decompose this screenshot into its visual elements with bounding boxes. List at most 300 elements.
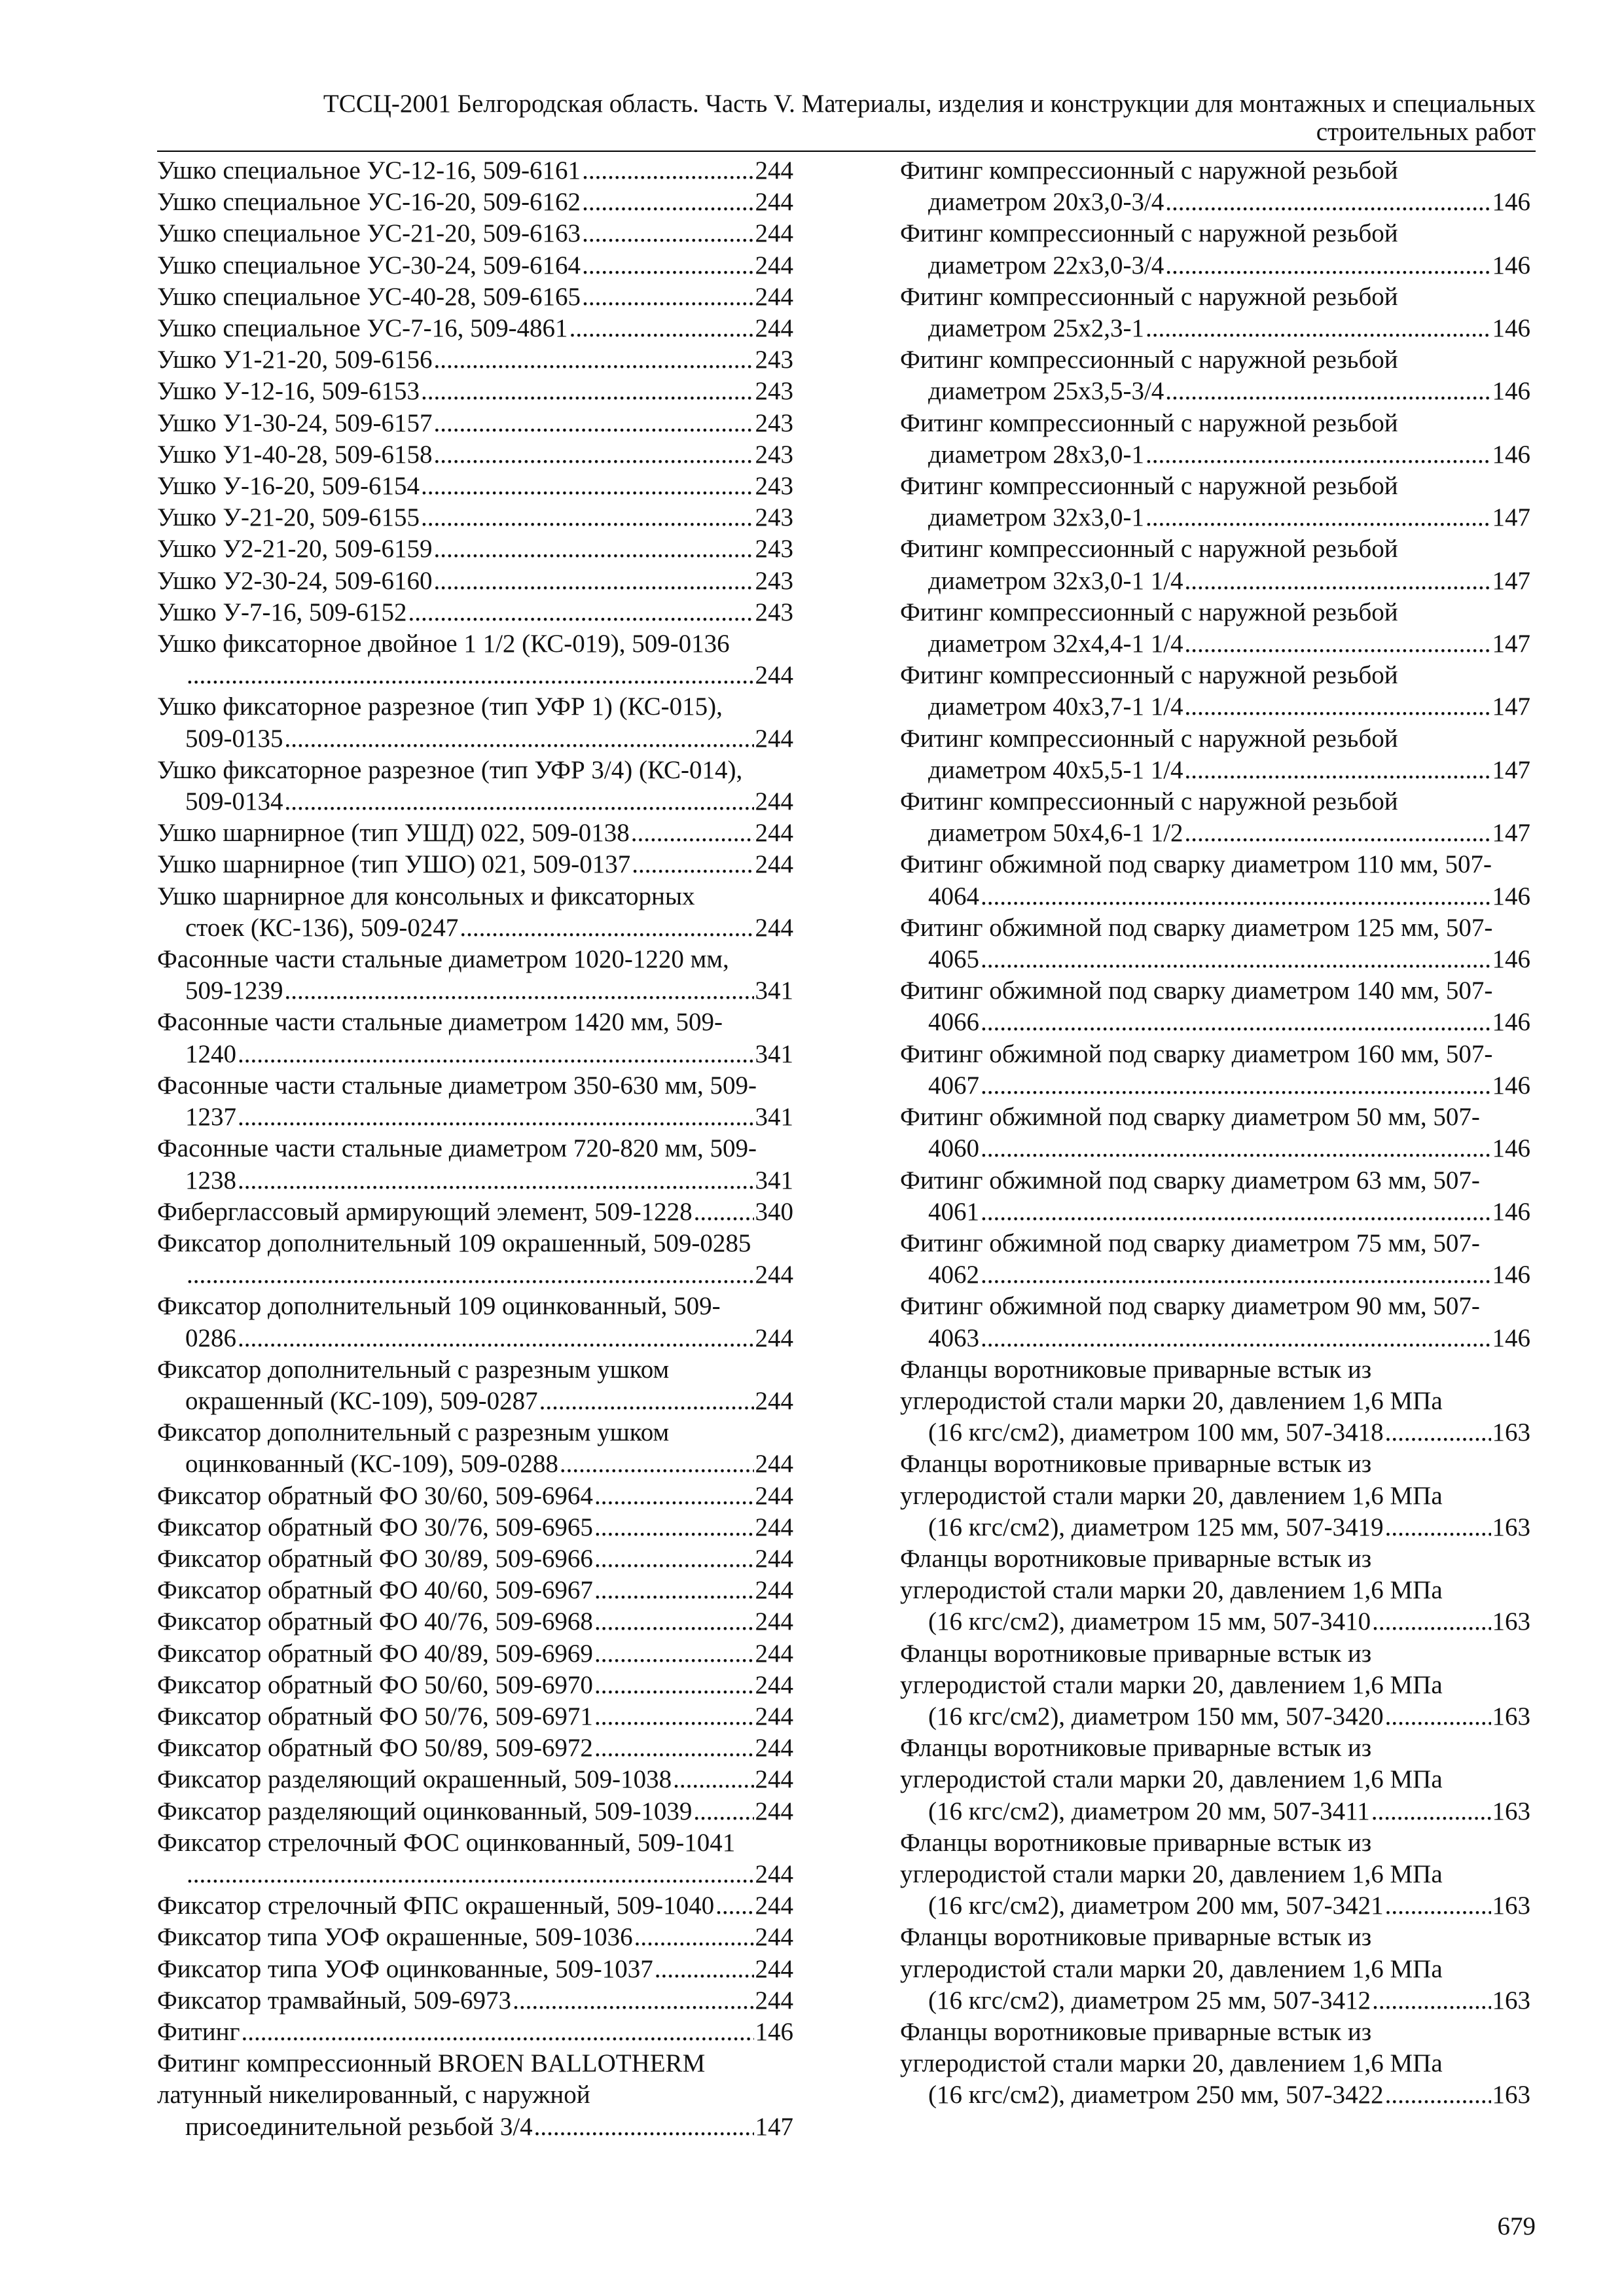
index-entry <box>157 1890 793 1922</box>
dot-leader <box>434 533 754 565</box>
index-entry <box>900 1638 1530 1733</box>
index-entry-final-line <box>900 1007 1530 1038</box>
index-entry-page-ref: 163 <box>1492 1513 1530 1541</box>
index-entry <box>900 533 1530 596</box>
dot-leader <box>434 408 754 439</box>
index-entry-text: Фиксатор стрелочный ФПС окрашенный, 509-1040 <box>157 1892 715 1920</box>
index-entry <box>157 597 793 628</box>
index-entry-text-line: Фланцы воротниковые приварные встык из <box>900 1544 1372 1573</box>
dot-leader <box>655 1954 754 1985</box>
index-entry <box>157 1827 793 1890</box>
index-entry-text: Фиксатор обратный ФО 50/76, 509-6971 <box>157 1702 593 1731</box>
dot-leader <box>1185 817 1491 849</box>
index-entry <box>900 218 1530 281</box>
index-entry-page-ref: 146 <box>1492 440 1530 469</box>
index-entry-page-ref: 341 <box>755 977 793 1005</box>
index-entry-page-ref: 146 <box>1492 251 1530 279</box>
index-entry-text-line: Фланцы воротниковые приварные встык из <box>900 1734 1372 1763</box>
index-entry-text-line: Фитинг компрессионный с наружной резьбой <box>900 661 1398 690</box>
index-entry-final-line <box>900 1259 1530 1291</box>
index-entry <box>157 1354 793 1417</box>
dot-leader <box>434 344 754 376</box>
index-entry <box>157 1764 793 1795</box>
index-entry-text: 509-0135 <box>185 724 283 753</box>
dot-leader <box>594 1543 754 1575</box>
index-entry-text-line: Фитинг компрессионный BROEN BALLOTHERM <box>157 2049 706 2078</box>
index-entry-text-line: Фитинг компрессионный с наружной резьбой <box>900 282 1398 311</box>
index-entry-text-line: Ушко фиксаторное двойное 1 1/2 (КС-019), 509-0136 <box>157 630 730 658</box>
index-entry-page-ref: 146 <box>1492 1323 1530 1352</box>
index-entry-final-line <box>157 313 793 344</box>
index-entry-text: 4060 <box>928 1134 979 1163</box>
index-entry-page-ref: 244 <box>755 1450 793 1479</box>
index-entry-page-ref: 341 <box>755 1103 793 1132</box>
index-entry-text: (16 кгс/см2), диаметром 15 мм, 507-3410 <box>928 1607 1371 1636</box>
index-entry-page-ref: 244 <box>755 913 793 942</box>
index-entry-text-line: углеродистой стали марки 20, давлением 1,6 МПа <box>900 2049 1443 2078</box>
index-entry-text-line: Ушко фиксаторное разрезное (тип УФР 3/4) (КС-014), <box>157 755 743 784</box>
index-entry-text-line: Фитинг обжимной под сварку диаметром 63 мм, 507- <box>900 1166 1480 1194</box>
index-entry-page-ref: 244 <box>755 1323 793 1352</box>
index-entry-text: Ушко специальное УС-40-28, 509-6165 <box>157 282 581 311</box>
dot-leader <box>421 376 753 407</box>
dot-leader <box>1185 691 1491 723</box>
index-entry-page-ref: 244 <box>755 1892 793 1920</box>
index-entry-text: (16 кгс/см2), диаметром 100 мм, 507-3418 <box>928 1418 1384 1447</box>
index-entry-page-ref: 244 <box>755 1923 793 1952</box>
dot-leader <box>631 817 754 849</box>
page-number: 679 <box>1497 2212 1536 2240</box>
index-entry <box>157 1480 793 1512</box>
index-entry-text: 4062 <box>928 1261 979 1289</box>
index-entry-final-line <box>900 313 1530 344</box>
index-entry-page-ref: 244 <box>755 1797 793 1825</box>
dot-leader <box>241 2017 753 2048</box>
index-entry-page-ref: 243 <box>755 566 793 595</box>
dot-leader <box>582 155 753 187</box>
index-entry-text: 4064 <box>928 882 979 910</box>
index-entry-page-ref: 163 <box>1492 1797 1530 1825</box>
index-entry-text-line: углеродистой стали марки 20, давлением 1,6 МПа <box>900 1576 1443 1605</box>
index-entry-final-line <box>157 849 793 880</box>
index-entry-final-line <box>157 250 793 281</box>
index-entry-text: Ушко У1-30-24, 509-6157 <box>157 408 433 437</box>
index-entry-final-line <box>157 471 793 502</box>
index-entry-text-line: Фасонные части стальные диаметром 1420 мм, 509- <box>157 1008 723 1037</box>
index-entry-text: диаметром 20х3,0-3/4 <box>928 188 1164 217</box>
dot-leader <box>408 597 754 628</box>
index-entry <box>900 1039 1530 1102</box>
index-entry-text: Ушко специальное УС-16-20, 509-6162 <box>157 188 581 217</box>
index-entry-text-line: Фитинг обжимной под сварку диаметром 90 мм, 507- <box>900 1292 1480 1321</box>
index-entry-text: Ушко У-21-20, 509-6155 <box>157 503 420 532</box>
index-entry-page-ref: 146 <box>1492 882 1530 910</box>
index-entry-text-line: углеродистой стали марки 20, давлением 1,6 МПа <box>900 1954 1443 1983</box>
index-entry-final-line <box>157 660 793 691</box>
index-entry <box>900 1543 1530 1638</box>
index-entry-text-line: Фитинг компрессионный с наружной резьбой <box>900 598 1398 626</box>
dot-leader <box>981 881 1491 912</box>
index-entry-final-line <box>157 502 793 533</box>
index-entry <box>157 376 793 407</box>
index-entry-final-line <box>157 344 793 376</box>
index-entry-text-line: Фитинг обжимной под сварку диаметром 140 мм, 507- <box>900 977 1493 1005</box>
index-entry-text: Ушко специальное УС-30-24, 509-6164 <box>157 251 581 279</box>
index-entry-final-line <box>900 250 1530 281</box>
index-entry-text-line: Фитинг обжимной под сварку диаметром 160 мм, 507- <box>900 1039 1493 1068</box>
index-entry-final-line <box>157 376 793 407</box>
index-entry-page-ref: 147 <box>755 2112 793 2141</box>
index-entry-page-ref: 244 <box>755 1670 793 1699</box>
dot-leader <box>1372 1985 1490 2017</box>
index-entry-page-ref: 146 <box>1492 377 1530 406</box>
dot-leader <box>285 975 754 1007</box>
index-entry-final-line <box>157 187 793 218</box>
index-entry-text-line: Фитинг компрессионный с наружной резьбой <box>900 408 1398 437</box>
index-entry-page-ref: 163 <box>1492 2081 1530 2109</box>
index-entry-text-line: Фитинг обжимной под сварку диаметром 75 мм, 507- <box>900 1229 1480 1257</box>
index-entry-final-line <box>157 218 793 249</box>
index-entry-page-ref: 244 <box>755 1544 793 1573</box>
index-entry-final-line <box>900 502 1530 533</box>
index-entry-text: Ушко У1-40-28, 509-6158 <box>157 440 433 469</box>
index-entry-text: диаметром 28х3,0-1 <box>928 440 1144 469</box>
dot-leader <box>715 1890 753 1922</box>
index-entry-page-ref: 243 <box>755 535 793 564</box>
index-entry-text: Ушко У-7-16, 509-6152 <box>157 598 407 626</box>
index-entry <box>900 1228 1530 1291</box>
index-entry-text: Ушко У2-21-20, 509-6159 <box>157 535 433 564</box>
index-entry-final-line <box>900 1512 1530 1543</box>
dot-leader <box>434 439 754 471</box>
index-column-right <box>900 155 1530 2111</box>
index-entry-text: диаметром 22х3,0-3/4 <box>928 251 1164 279</box>
index-entry <box>157 1985 793 2017</box>
index-entry <box>900 975 1530 1038</box>
index-entry-text: 4063 <box>928 1323 979 1352</box>
index-entry <box>900 2017 1530 2111</box>
index-entry <box>900 660 1530 723</box>
index-entry-text-line: Фиксатор дополнительный 109 оцинкованный, 509- <box>157 1292 721 1321</box>
index-entry-final-line <box>900 817 1530 849</box>
dot-leader <box>1146 502 1491 533</box>
index-entry-text-line: углеродистой стали марки 20, давлением 1,6 МПа <box>900 1481 1443 1510</box>
dot-leader <box>1385 1512 1491 1543</box>
index-entry-page-ref: 147 <box>1492 566 1530 595</box>
index-entry-text: Ушко У1-21-20, 509-6156 <box>157 346 433 374</box>
index-entry-final-line <box>157 786 793 817</box>
index-entry-text: (16 кгс/см2), диаметром 20 мм, 507-3411 <box>928 1797 1370 1825</box>
index-entry-text: присоединительной резьбой 3/4 <box>185 2112 533 2141</box>
index-entry-page-ref: 147 <box>1492 630 1530 658</box>
dot-leader <box>981 1323 1491 1354</box>
index-entry <box>157 218 793 249</box>
index-entry-final-line <box>900 1196 1530 1228</box>
index-entry <box>157 1922 793 1953</box>
index-entry-text: Ушко специальное УС-7-16, 509-4861 <box>157 314 568 343</box>
dot-leader <box>594 1512 754 1543</box>
index-entry-text: 1240 <box>185 1039 236 1068</box>
index-entry-final-line <box>900 1796 1530 1827</box>
index-entry-final-line <box>157 1922 793 1953</box>
index-entry <box>157 313 793 344</box>
index-entry-text-line: углеродистой стали марки 20, давлением 1,6 МПа <box>900 1765 1443 1794</box>
index-entry-page-ref: 244 <box>755 1702 793 1731</box>
index-entry-page-ref: 244 <box>755 1261 793 1289</box>
index-entry-page-ref: 244 <box>755 724 793 753</box>
dot-leader <box>673 1764 753 1795</box>
index-entry <box>157 849 793 880</box>
index-entry-final-line <box>157 1386 793 1417</box>
index-entry-text-line: Фитинг компрессионный с наружной резьбой <box>900 787 1398 816</box>
index-entry-text: 1237 <box>185 1103 236 1132</box>
index-entry-text-line: Ушко фиксаторное разрезное (тип УФР 1) (КС-015), <box>157 692 723 721</box>
index-entry-page-ref: 243 <box>755 346 793 374</box>
index-entry-text: оцинкованный (КС-109), 509-0288 <box>185 1450 558 1479</box>
dot-leader <box>981 1007 1491 1038</box>
index-entry <box>157 1732 793 1764</box>
index-entry-final-line <box>157 597 793 628</box>
index-entry-text: 4061 <box>928 1197 979 1226</box>
index-entry <box>157 1512 793 1543</box>
index-entry-text: Ушко У-12-16, 509-6153 <box>157 377 420 406</box>
index-entry-final-line <box>157 439 793 471</box>
dot-leader <box>582 218 753 249</box>
index-entry-final-line <box>157 1670 793 1701</box>
running-header <box>157 88 1536 152</box>
index-entry-final-line <box>157 1701 793 1732</box>
index-entry <box>900 597 1530 660</box>
dot-leader <box>632 849 753 880</box>
index-entry-text-line: Фитинг компрессионный с наружной резьбой <box>900 346 1398 374</box>
index-entry-final-line <box>157 1890 793 1922</box>
dot-leader <box>513 1985 753 2017</box>
dot-leader <box>1165 376 1490 407</box>
index-entry <box>157 533 793 565</box>
index-entry <box>157 2017 793 2048</box>
index-entry-text: Фитинг <box>157 2017 240 2046</box>
dot-leader <box>187 1259 754 1291</box>
index-entry <box>900 1448 1530 1543</box>
index-entry <box>900 408 1530 471</box>
index-entry-final-line <box>900 1417 1530 1448</box>
index-entry-page-ref: 244 <box>755 1859 793 1888</box>
index-entry-final-line <box>900 1890 1530 1922</box>
dot-leader <box>1185 565 1491 597</box>
header-title-line-1: ТССЦ-2001 Белгородская область. Часть V. Материалы, изделия и конструкции для монтажных и специальных <box>323 90 1536 118</box>
index-entry-text-line: углеродистой стали марки 20, давлением 1,6 МПа <box>900 1670 1443 1699</box>
dot-leader <box>187 1859 754 1890</box>
index-entry-text-line: Фланцы воротниковые приварные встык из <box>900 1355 1372 1384</box>
index-entry <box>157 1543 793 1575</box>
index-entry <box>157 408 793 439</box>
index-entry <box>157 1670 793 1701</box>
index-entry-text: Ушко шарнирное (тип УШД) 022, 509-0138 <box>157 819 630 848</box>
index-entry-text: окрашенный (КС-109), 509-0287 <box>185 1386 538 1415</box>
index-entry-final-line <box>157 1512 793 1543</box>
index-entry <box>900 849 1530 912</box>
dot-leader <box>285 723 754 755</box>
index-entry-text: 0286 <box>185 1323 236 1352</box>
index-entry-page-ref: 244 <box>755 219 793 248</box>
index-entry <box>900 471 1530 533</box>
index-entry-final-line <box>157 1985 793 2017</box>
index-entry-text: диаметром 32х3,0-1 <box>928 503 1144 532</box>
index-entry-final-line <box>900 376 1530 407</box>
index-entry-page-ref: 163 <box>1492 1702 1530 1731</box>
index-entry-final-line <box>900 691 1530 723</box>
index-entry-page-ref: 244 <box>755 1734 793 1763</box>
index-entry <box>157 1133 793 1196</box>
dot-leader <box>693 1796 753 1827</box>
index-entry-text-line: Фланцы воротниковые приварные встык из <box>900 1639 1372 1668</box>
index-entry-page-ref: 163 <box>1492 1418 1530 1447</box>
index-entry-text: Фиксатор обратный ФО 40/76, 509-6968 <box>157 1607 593 1636</box>
index-entry-final-line <box>157 1638 793 1670</box>
dot-leader <box>421 471 753 502</box>
index-entry <box>157 1796 793 1827</box>
index-entry <box>900 1102 1530 1164</box>
index-entry-final-line <box>157 1480 793 1512</box>
index-entry-page-ref: 340 <box>755 1197 793 1226</box>
index-entry-text-line: Фланцы воротниковые приварные встык из <box>900 1923 1372 1952</box>
index-entry-final-line <box>157 1796 793 1827</box>
index-entry-final-line <box>900 881 1530 912</box>
index-entry-final-line <box>157 1606 793 1638</box>
dot-leader <box>582 187 753 218</box>
index-entry-final-line <box>157 1764 793 1795</box>
dot-leader <box>981 1259 1491 1291</box>
index-entry-final-line <box>900 439 1530 471</box>
index-entry <box>157 1070 793 1133</box>
index-entry-page-ref: 244 <box>755 156 793 185</box>
index-entry-text-line: Фланцы воротниковые приварные встык из <box>900 1828 1372 1857</box>
index-entry-text: диаметром 40х5,5-1 1/4 <box>928 755 1183 784</box>
index-entry <box>157 1575 793 1606</box>
dot-leader <box>981 1070 1491 1102</box>
index-entry-final-line <box>157 1543 793 1575</box>
index-entry-text: диаметром 32х4,4-1 1/4 <box>928 630 1183 658</box>
index-entry-page-ref: 146 <box>1492 188 1530 217</box>
index-entry-final-line <box>157 1196 793 1228</box>
index-entry-text: Фиксатор разделяющий окрашенный, 509-1038 <box>157 1765 672 1794</box>
index-entry-page-ref: 163 <box>1492 1986 1530 2015</box>
index-entry <box>900 786 1530 849</box>
dot-leader <box>534 2111 754 2143</box>
index-entry-final-line <box>157 281 793 313</box>
dot-leader <box>981 944 1491 975</box>
index-entry-text-line: Фитинг компрессионный с наружной резьбой <box>900 156 1398 185</box>
dot-leader <box>582 250 753 281</box>
index-entry-final-line <box>157 1954 793 1985</box>
dot-leader <box>594 1606 754 1638</box>
index-entry-text: Фиксатор типа УОФ окрашенные, 509-1036 <box>157 1923 633 1952</box>
dot-leader <box>1146 439 1491 471</box>
index-entry-page-ref: 244 <box>755 1765 793 1794</box>
index-entry-page-ref: 163 <box>1492 1607 1530 1636</box>
index-entry <box>157 755 793 817</box>
index-entry-page-ref: 243 <box>755 408 793 437</box>
index-entry-page-ref: 146 <box>1492 1008 1530 1037</box>
index-entry-text-line: Фитинг обжимной под сварку диаметром 125 мм, 507- <box>900 913 1493 942</box>
index-entry-text: Ушко У-16-20, 509-6154 <box>157 472 420 501</box>
index-entry-text: Фиксатор трамвайный, 509-6973 <box>157 1986 512 2015</box>
index-entry-text-line: Фиксатор дополнительный с разрезным ушком <box>157 1418 670 1447</box>
index-entry-final-line <box>900 755 1530 786</box>
index-entry-text-line: Фиксатор дополнительный 109 окрашенный, 509-0285 <box>157 1229 751 1257</box>
index-entry-text: Фиксатор обратный ФО 40/89, 509-6969 <box>157 1639 593 1668</box>
dot-leader <box>238 1323 754 1354</box>
index-entry-final-line <box>157 155 793 187</box>
index-entry-final-line <box>900 1323 1530 1354</box>
index-entry-final-line <box>900 1070 1530 1102</box>
index-entry <box>157 2048 793 2143</box>
index-entry <box>157 471 793 502</box>
index-entry <box>157 1954 793 1985</box>
index-entry-final-line <box>157 723 793 755</box>
index-entry <box>900 1922 1530 2017</box>
index-entry <box>157 691 793 754</box>
dot-leader <box>560 1448 754 1480</box>
index-entry <box>157 155 793 187</box>
index-entry-text-line: Фитинг компрессионный с наружной резьбой <box>900 535 1398 564</box>
index-entry <box>157 817 793 849</box>
index-entry-final-line <box>900 1133 1530 1164</box>
index-entry-final-line <box>157 2017 793 2048</box>
index-entry-page-ref: 244 <box>755 850 793 879</box>
dot-leader <box>582 281 753 313</box>
index-entry <box>157 344 793 376</box>
index-entry <box>900 912 1530 975</box>
dot-leader <box>187 660 754 691</box>
dot-leader <box>594 1480 754 1512</box>
index-entry-final-line <box>157 533 793 565</box>
index-entry-page-ref: 244 <box>755 1607 793 1636</box>
index-entry-text-line: латунный никелированный, с наружной <box>157 2081 590 2109</box>
index-entry-final-line <box>900 187 1530 218</box>
index-entry-page-ref: 243 <box>755 598 793 626</box>
header-title-line-2: строительных работ <box>1316 118 1536 146</box>
index-entry-page-ref: 244 <box>755 1481 793 1510</box>
dot-leader <box>285 786 754 817</box>
index-entry-text: (16 кгс/см2), диаметром 25 мм, 507-3412 <box>928 1986 1371 2015</box>
index-entry-page-ref: 244 <box>755 1954 793 1983</box>
index-entry-final-line <box>157 1323 793 1354</box>
index-entry-text: Фиксатор обратный ФО 30/76, 509-6965 <box>157 1513 593 1541</box>
index-entry-text: 4067 <box>928 1071 979 1100</box>
index-entry-page-ref: 244 <box>755 1986 793 2015</box>
index-entry-final-line <box>157 1448 793 1480</box>
index-entry-text: Фиксатор обратный ФО 50/89, 509-6972 <box>157 1734 593 1763</box>
index-entry-text-line: Фитинг обжимной под сварку диаметром 110 мм, 507- <box>900 850 1492 879</box>
index-entry-final-line <box>157 1575 793 1606</box>
index-entry-final-line <box>900 1701 1530 1732</box>
index-entry-page-ref: 244 <box>755 314 793 343</box>
index-entry-text: Ушко У2-30-24, 509-6160 <box>157 566 433 595</box>
dot-leader <box>1165 187 1490 218</box>
index-entry-text: стоек (КС-136), 509-0247 <box>185 913 459 942</box>
index-entry-final-line <box>157 1259 793 1291</box>
index-entry-text: диаметром 32х3,0-1 1/4 <box>928 566 1183 595</box>
index-entry-text-line: углеродистой стали марки 20, давлением 1,6 МПа <box>900 1386 1443 1415</box>
index-entry-page-ref: 243 <box>755 440 793 469</box>
index-entry-page-ref: 341 <box>755 1166 793 1194</box>
index-entry-text: Фиксатор типа УОФ оцинкованные, 509-1037 <box>157 1954 653 1983</box>
dot-leader <box>1146 313 1491 344</box>
index-entry-text: Фиксатор обратный ФО 40/60, 509-6967 <box>157 1576 593 1605</box>
index-entry-final-line <box>157 565 793 597</box>
index-entry-final-line <box>900 944 1530 975</box>
